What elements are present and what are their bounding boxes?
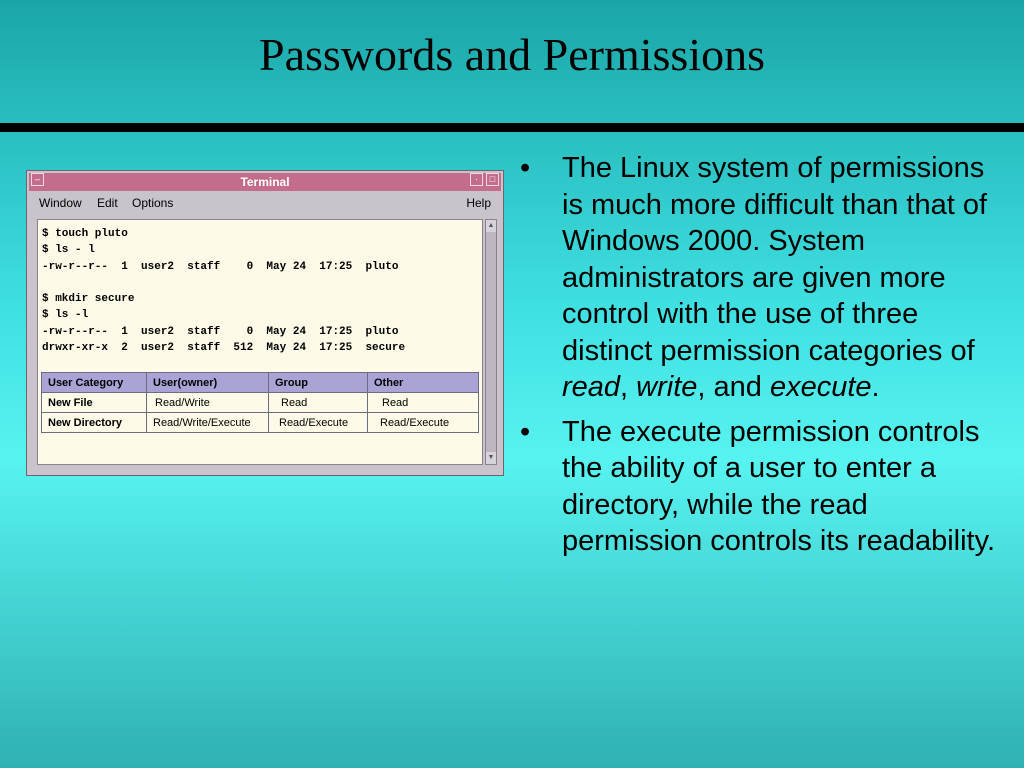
cell-group: Read/Execute: [269, 413, 368, 433]
cell-owner: Read/Write: [147, 393, 269, 413]
scroll-up-icon[interactable]: ▲: [486, 220, 496, 232]
table-header-row: [42, 373, 479, 393]
terminal-menubar: [29, 192, 501, 214]
title-divider: [0, 123, 1024, 132]
menu-window[interactable]: Window: [39, 196, 82, 210]
cell-category: New Directory: [42, 413, 147, 433]
header-user-owner: User(owner): [147, 373, 269, 393]
terminal-line: drwxr-xr-x 2 user2 staff 512 May 24 17:25 secure: [42, 342, 406, 355]
terminal-line: $ touch pluto: [42, 228, 128, 240]
bullet-text: The Linux system of permissions is much more difficult than that of Windows 2000. System administrators are given more control with the use of three distinct permission categories of: [562, 152, 988, 367]
table-row: [42, 393, 479, 413]
bullet-text: .: [871, 371, 880, 403]
cell-group: Read: [269, 393, 368, 413]
bullet-emphasis-read: read: [562, 371, 621, 403]
minimize-icon[interactable]: ·: [470, 173, 483, 186]
bullet-item: [516, 414, 996, 560]
header-group: Group: [269, 373, 368, 393]
table-row: [42, 413, 479, 433]
terminal-output[interactable]: [37, 219, 483, 465]
terminal-line: -rw-r--r-- 1 user2 staff 0 May 24 17:25 pluto: [42, 260, 399, 273]
window-menu-icon[interactable]: –: [31, 173, 44, 186]
bullet-dot-icon: •: [520, 152, 531, 184]
vertical-scrollbar[interactable]: [485, 219, 497, 465]
terminal-title: Terminal: [240, 175, 290, 189]
slide-title: Passwords and Permissions: [258, 29, 766, 80]
terminal-line: $ ls -l: [42, 309, 89, 322]
bullet-text: ,: [620, 371, 637, 403]
terminal-line: $ ls - l: [42, 244, 95, 257]
terminal-titlebar[interactable]: [29, 173, 501, 191]
maximize-icon[interactable]: □: [486, 173, 499, 186]
terminal-line: -rw-r--r-- 1 user2 staff 0 May 24 17:25 pluto: [42, 325, 399, 338]
bullet-emphasis-execute: execute: [769, 371, 872, 403]
cell-other: Read: [368, 393, 479, 413]
bullet-item: [516, 150, 996, 406]
header-user-category: User Category: [42, 373, 147, 393]
menu-help[interactable]: Help: [466, 196, 491, 210]
scroll-down-icon[interactable]: ▼: [486, 452, 496, 464]
cell-category: New File: [42, 393, 147, 413]
permissions-table: [41, 372, 479, 433]
menu-edit[interactable]: Edit: [97, 196, 118, 210]
header-other: Other: [368, 373, 479, 393]
bullet-text: , and: [697, 371, 770, 403]
terminal-text: [42, 226, 405, 356]
cell-other: Read/Execute: [368, 413, 479, 433]
cell-owner: Read/Write/Execute: [147, 413, 269, 433]
bullet-emphasis-write: write: [636, 371, 698, 403]
bullet-dot-icon: •: [520, 415, 531, 448]
terminal-line: $ mkdir secure: [42, 293, 135, 306]
terminal-window[interactable]: [26, 170, 504, 476]
bullet-list: [516, 150, 996, 568]
bullet-text: The execute permission controls the ability of a user to enter a directory, while the read permission controls its readability.: [562, 415, 996, 557]
menu-options[interactable]: Options: [132, 196, 174, 210]
